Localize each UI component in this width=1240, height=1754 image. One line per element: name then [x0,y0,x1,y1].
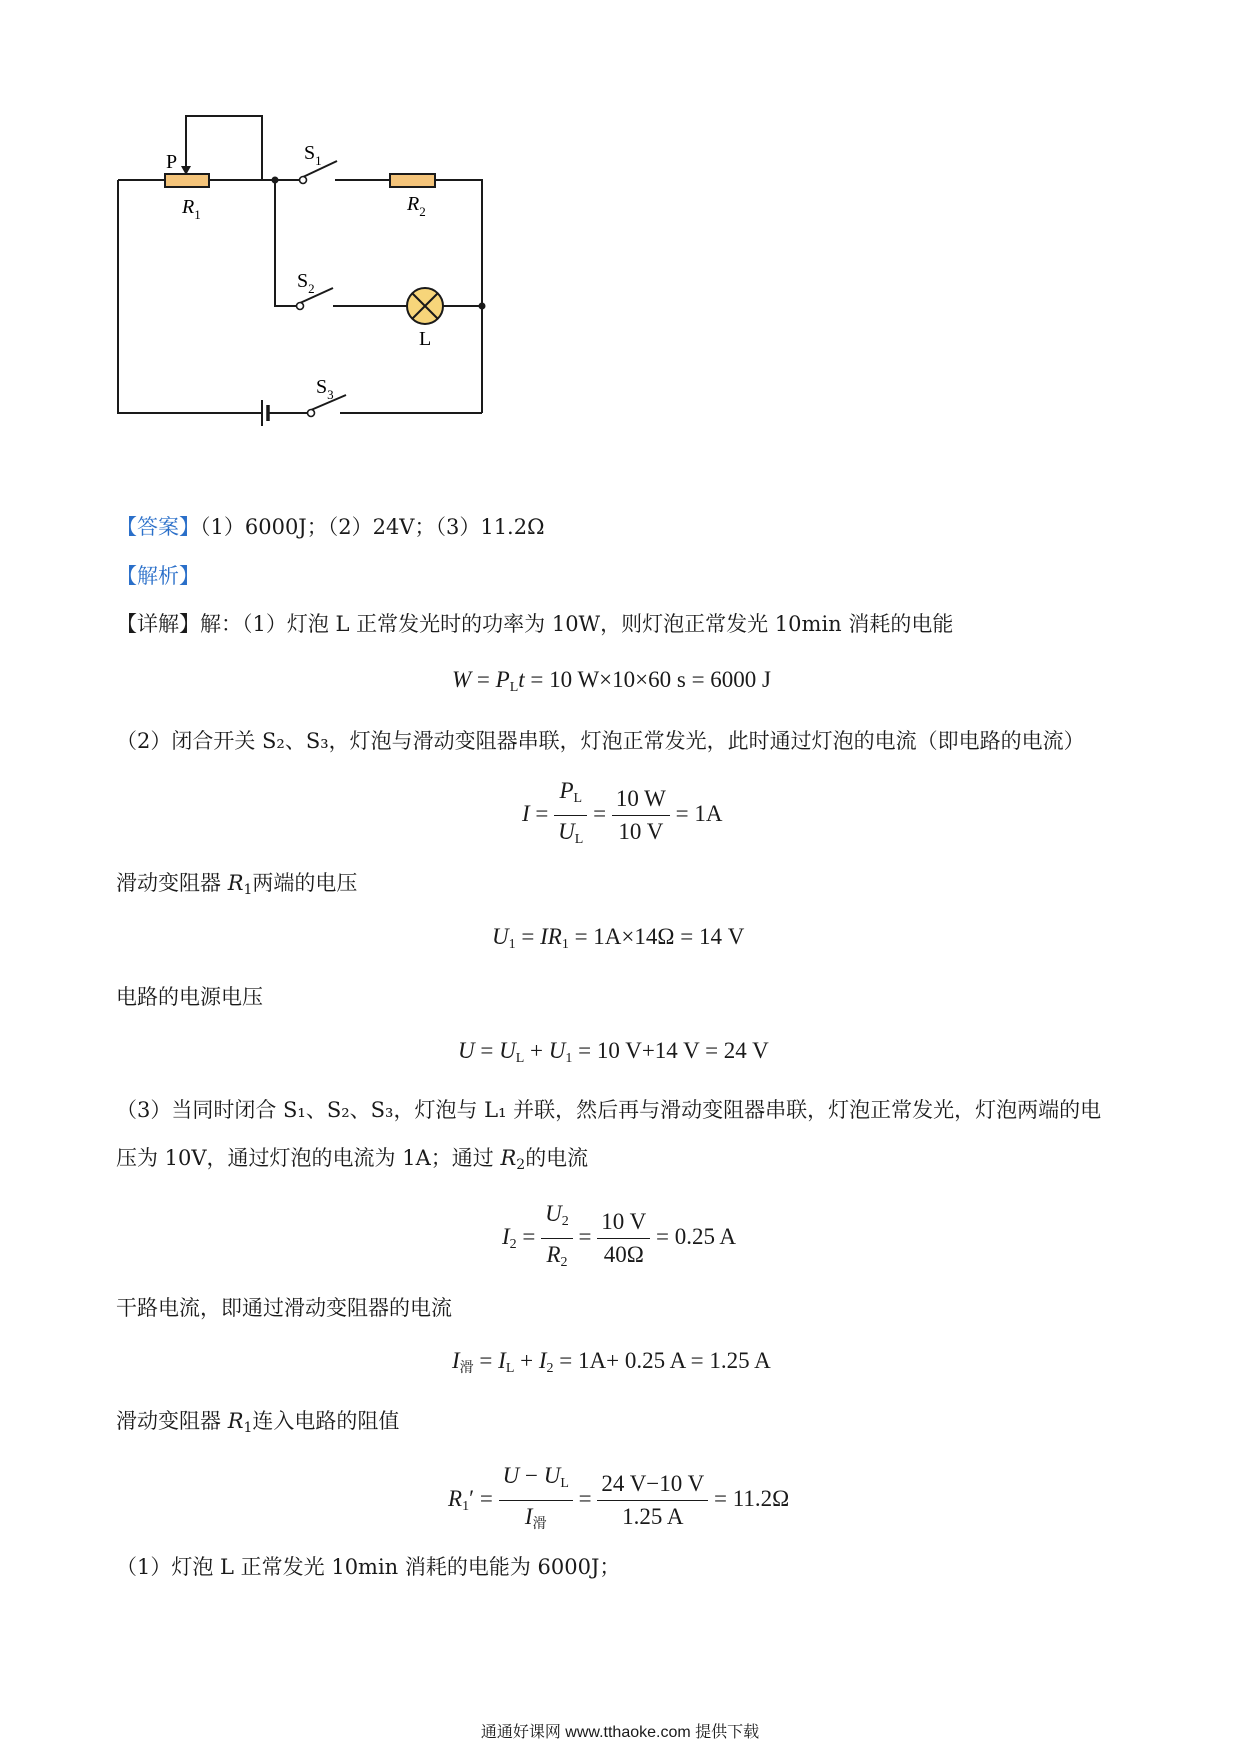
detail-text: 解：（1）灯泡 L 正常发光时的功率为 10W，则灯泡正常发光 10min 消耗的电能 [200,612,954,636]
detail-tag: 【详解】 [116,612,200,636]
svg-text:R2 [406,193,426,219]
paragraph-3: 滑动变阻器 $R_1$两端的电压 [116,871,358,898]
eq3-rhs: = 1A×14Ω = 14 V [568,924,745,949]
eq1-rhs: = 10 W×10×60 s = 6000 J [524,667,772,692]
detail-line [116,609,953,639]
paragraph-4: 电路的电源电压 [116,985,263,1009]
svg-text:S2 [297,270,315,296]
paragraph-6: 干路电流，即通过滑动变阻器的电流 [116,1296,452,1320]
paragraph-5-line2: 压为 10V，通过灯泡的电流为 1A；通过 $R_2$的电流 [116,1146,589,1173]
eq6-rhs: = 1A+ 0.25 A = 1.25 A [553,1348,771,1373]
label-S2: S [297,270,309,292]
eq7-num: 24 V−10 V [597,1470,708,1501]
eq2-num: 10 W [612,785,670,816]
equation-source-voltage: $U = U_L + U_1 = 10$ V+14 V = 24 V [458,1038,769,1066]
paragraph-5-line1: （3）当同时闭合 S₁、S₂、S₃，灯泡与 L₁ 并联，然后再与滑动变阻器串联，灯泡正常发光，灯泡两端的电 [116,1098,1102,1122]
label-S3: S [316,376,328,398]
eq2-rhs: = 1A [669,800,723,826]
page-footer: 通通好课网 www.tthaoke.com 提供下载 [480,1724,760,1741]
label-L: L [419,328,432,350]
label-S1: S [304,142,316,164]
label-P: P [166,151,178,173]
answer-line [116,512,545,542]
equation-r1-prime: $R_1'$ = $\frac{U - U_L}{I_滑}$ = $\frac{24 V-10 V}{1.25 A}$ = 11.2Ω [448,1463,790,1532]
svg-text:R1 [181,196,201,222]
eq4-rhs: = 10 V+14 V = 24 V [572,1038,769,1063]
answer-tag: 【答案】 [116,515,200,539]
circuit-diagram [0,0,520,450]
label-S3-sub: 3 [327,387,334,402]
equation-main-current: $I_滑 = I_L + I_2 = 1A+ 0.25$ A = 1.25 A [452,1348,771,1376]
label-R2-sub: 2 [419,204,426,219]
label-R1: R [182,196,195,218]
label-R2: R [407,193,420,215]
svg-text:S3 [316,376,334,402]
eq5-den: 40Ω [603,1242,644,1267]
label-R1-sub: 1 [194,207,201,222]
eq5-num: 10 V [597,1208,650,1239]
equation-energy: $W = P_Lt = 10$ W×10×60 s = 6000 J [452,667,772,695]
equation-current: I = $\frac{P_L}{U_L}$ = $\frac{10 W}{10 V}$ = 1A [522,778,723,847]
paragraph-2: （2）闭合开关 S₂、S₃，灯泡与滑动变阻器串联，灯泡正常发光，此时通过灯泡的电流（即电路的电流） [116,729,1085,753]
eq7-rhs: = 11.2Ω [708,1485,790,1511]
paragraph-7: 滑动变阻器 $R_1$连入电路的阻值 [116,1409,400,1436]
answer-text: （1）6000J；（2）24V；（3）11.2Ω [200,515,545,539]
equation-i2: $I_2$ = $\frac{U_2}{R_2}$ = $\frac{10 V}{40\Omega}$ = 0.25 A [502,1201,737,1270]
label-S1-sub: 1 [315,153,322,168]
label-S2-sub: 2 [308,281,315,296]
eq7-den: 1.25 A [622,1504,684,1529]
svg-text:S1 [304,142,322,168]
eq2-den: 10 V [618,819,664,844]
analysis-tag: 【解析】 [116,564,200,588]
lamp-icon [407,288,443,324]
paragraph-8: （1）灯泡 L 正常发光 10min 消耗的电能为 6000J； [116,1555,621,1579]
equation-u1: $U_1 = IR_1 = 1A\times 14\Omega = 14$ V [492,924,745,952]
eq5-rhs: = 0.25 A [650,1223,737,1249]
